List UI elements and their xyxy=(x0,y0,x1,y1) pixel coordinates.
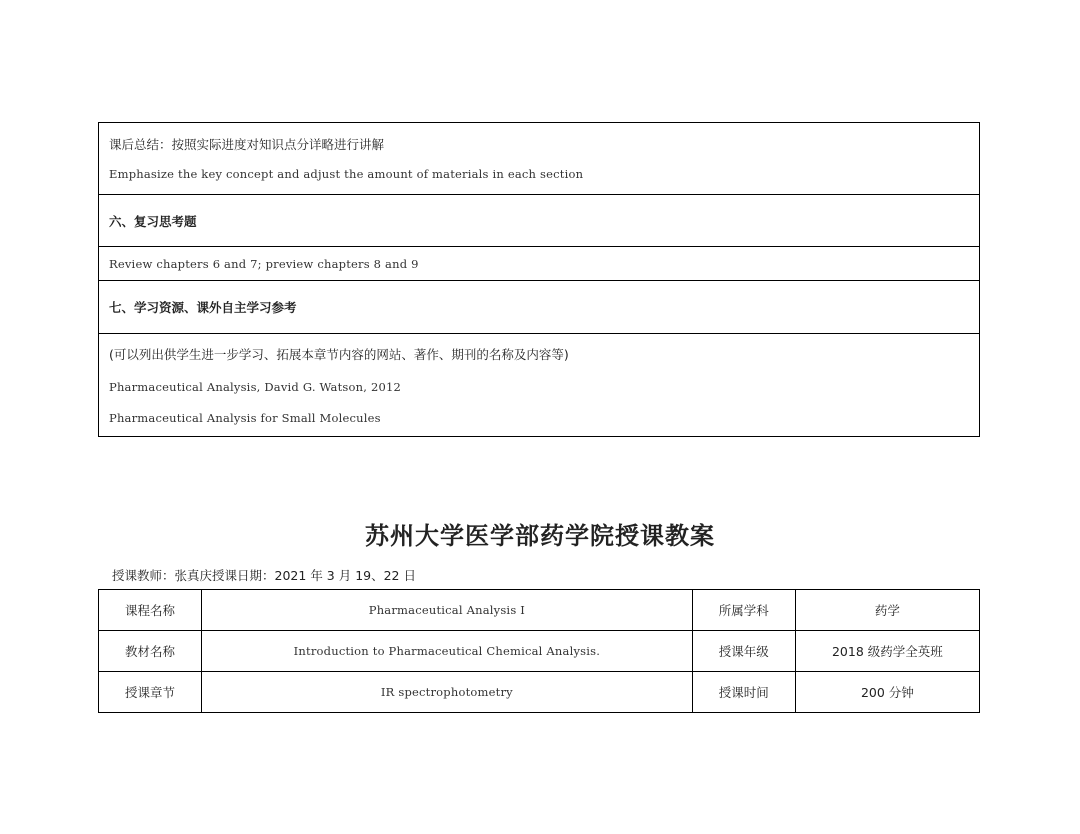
grade-label: 授课年级 xyxy=(692,631,795,672)
section7-heading-row xyxy=(99,281,979,334)
course-info-table xyxy=(98,589,980,713)
section6-heading: 六、复习思考题 xyxy=(109,213,197,229)
document-title: 苏州大学医学部药学院授课教案 xyxy=(365,521,715,550)
section6-text: Review chapters 6 and 7; preview chapters 8 and 9 xyxy=(109,256,419,271)
section7-note: (可以列出供学生进一步学习、拓展本章节内容的网站、著作、期刊的名称及内容等) xyxy=(109,347,569,362)
section6-heading-row xyxy=(99,195,979,247)
section7-heading: 七、学习资源、课外自主学习参考 xyxy=(109,300,297,315)
discipline-label: 所属学科 xyxy=(692,590,795,631)
date-label: 授课日期： xyxy=(212,568,275,583)
table-row xyxy=(99,590,980,631)
table-row xyxy=(99,631,980,672)
textbook-label: 教材名称 xyxy=(99,631,202,672)
discipline-value: 药学 xyxy=(795,590,979,631)
reference-item: Pharmaceutical Analysis, David G. Watson, 2012 xyxy=(109,380,402,394)
summary-heading: 课后总结：按照实际进度对知识点分详略进行讲解 xyxy=(109,137,385,152)
course-name-value: Pharmaceutical Analysis I xyxy=(202,590,693,631)
duration-value: 200 分钟 xyxy=(795,672,979,713)
date-value: 2021 年 3 月 19、22 日 xyxy=(274,568,416,583)
grade-value: 2018 级药学全英班 xyxy=(795,631,979,672)
chapter-value: IR spectrophotometry xyxy=(202,672,693,713)
reference-item: Pharmaceutical Analysis for Small Molecules xyxy=(109,411,381,425)
duration-label: 授课时间 xyxy=(692,672,795,713)
teacher-date-line xyxy=(112,566,416,584)
section7-content-row xyxy=(99,334,979,436)
section6-content-row xyxy=(99,247,979,281)
lesson-plan-upper-table xyxy=(98,122,980,437)
teacher-label: 授课教师：张真庆 xyxy=(112,568,213,583)
summary-text: Emphasize the key concept and adjust the amount of materials in each section xyxy=(109,167,584,181)
chapter-label: 授课章节 xyxy=(99,672,202,713)
summary-row xyxy=(99,123,979,195)
course-name-label: 课程名称 xyxy=(99,590,202,631)
table-row xyxy=(99,672,980,713)
textbook-value: Introduction to Pharmaceutical Chemical Analysis. xyxy=(202,631,693,672)
